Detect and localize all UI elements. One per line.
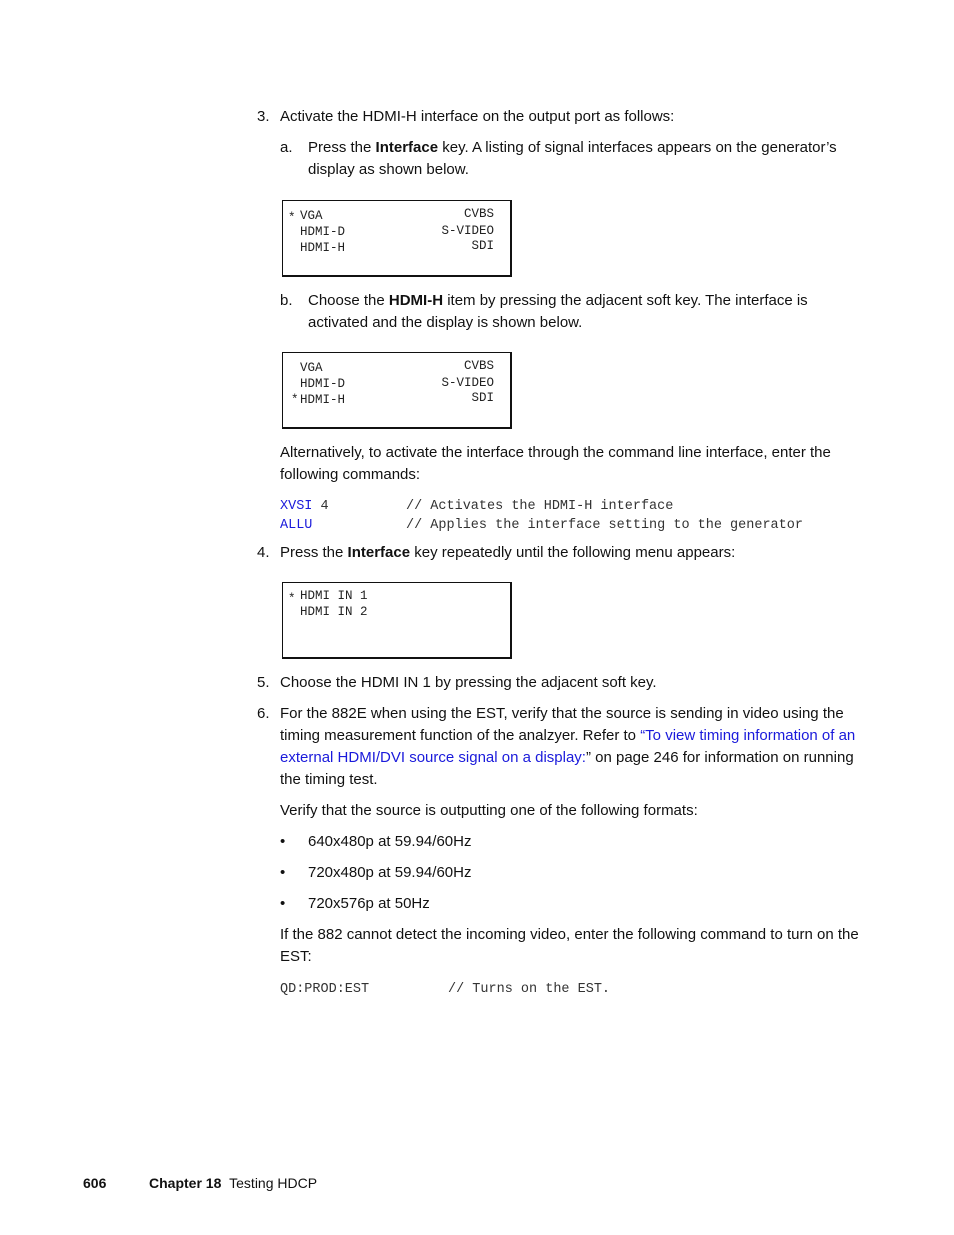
display-item: S-VIDEO — [441, 376, 494, 390]
text-fragment: For the 882E when using the EST, verify that the source is sending in video using the — [280, 705, 844, 722]
command-comment: // Applies the interface setting to the generator — [406, 518, 803, 533]
text-fragment: key. A listing of signal interfaces appears on the generator’s — [438, 139, 837, 156]
display-item: SDI — [471, 239, 494, 253]
step-text: Choose the HDMI IN 1 by pressing the adjacent soft key. — [280, 674, 657, 691]
format-item: 720x576p at 50Hz — [308, 895, 430, 912]
generator-display — [282, 582, 512, 659]
cross-reference-link[interactable]: external HDMI/DVI source signal on a display: — [280, 749, 586, 766]
command-arg: 4 — [312, 499, 329, 514]
command-line — [280, 516, 312, 535]
text-fragment: item by pressing the adjacent soft key. The interface is — [443, 292, 808, 309]
chapter-title: Testing HDCP — [229, 1175, 318, 1191]
text-fragment: EST: — [280, 948, 312, 965]
bullet-marker: • — [280, 833, 286, 850]
display-item: VGA — [300, 361, 323, 375]
key-name: Interface — [347, 544, 411, 561]
text-fragment: following commands: — [280, 466, 421, 483]
generator-display — [282, 352, 512, 429]
step-text — [280, 542, 870, 564]
display-item: VGA — [300, 209, 323, 223]
display-item: CVBS — [463, 359, 494, 373]
display-item: HDMI IN 1 — [300, 589, 368, 603]
selection-marker: * — [291, 393, 299, 407]
cross-reference-link[interactable]: “To view timing information of an — [640, 727, 856, 744]
command-keyword: QD:PROD:EST — [280, 982, 370, 997]
display-item: HDMI-H — [300, 241, 346, 255]
text-fragment: timing measurement function of the analzyer. Refer to — [280, 727, 641, 744]
step-number: 4. — [257, 544, 270, 561]
text-fragment: key repeatedly until the following menu appears: — [410, 544, 736, 561]
paragraph — [280, 924, 870, 968]
substep-text — [308, 137, 868, 181]
format-item: 640x480p at 59.94/60Hz — [308, 833, 472, 850]
text-fragment: display as shown below. — [308, 161, 469, 178]
key-name: Interface — [375, 139, 439, 156]
step-number: 5. — [257, 674, 270, 691]
display-item: S-VIDEO — [441, 224, 494, 238]
display-item: HDMI-D — [300, 377, 346, 391]
display-item: CVBS — [463, 207, 494, 221]
text-fragment: Press the — [280, 544, 348, 561]
step-text — [280, 703, 870, 791]
command-comment: // Turns on the EST. — [448, 982, 611, 997]
item-name: HDMI-H — [388, 292, 444, 309]
display-item: SDI — [471, 391, 494, 405]
text-fragment: If the 882 cannot detect the incoming video, enter the following command to turn on the — [280, 926, 859, 943]
command-keyword: ALLU — [280, 518, 313, 533]
bullet-marker: • — [280, 895, 286, 912]
step-text: Activate the HDMI-H interface on the output port as follows: — [280, 108, 675, 125]
format-item: 720x480p at 59.94/60Hz — [308, 864, 472, 881]
selection-marker: * — [288, 592, 296, 606]
chapter-label: Chapter 18 — [149, 1175, 222, 1191]
step-number: 3. — [257, 108, 270, 125]
page-number: 606 — [83, 1175, 107, 1191]
text-fragment: Alternatively, to activate the interface through the command line interface, enter the — [280, 444, 831, 461]
text-fragment: Choose the — [308, 292, 389, 309]
bullet-marker: • — [280, 864, 286, 881]
substep-text — [308, 290, 868, 334]
text-fragment: activated and the display is shown below. — [308, 314, 583, 331]
paragraph: Verify that the source is outputting one of the following formats: — [280, 802, 698, 819]
display-item: HDMI-H — [300, 393, 346, 407]
command-comment: // Activates the HDMI-H interface — [406, 499, 674, 514]
step-number: 6. — [257, 705, 270, 722]
text-fragment: Press the — [308, 139, 376, 156]
command-keyword: XVSI — [280, 499, 313, 514]
display-item: HDMI IN 2 — [300, 605, 368, 619]
substep-letter: b. — [280, 292, 293, 309]
running-footer — [149, 1172, 317, 1194]
display-item: HDMI-D — [300, 225, 346, 239]
generator-display — [282, 200, 512, 277]
text-fragment: ” on page 246 for information on running — [585, 749, 854, 766]
text-fragment: the timing test. — [280, 771, 378, 788]
substep-letter: a. — [280, 139, 293, 156]
selection-marker: * — [288, 211, 296, 225]
command-line — [280, 497, 329, 516]
paragraph — [280, 442, 870, 486]
